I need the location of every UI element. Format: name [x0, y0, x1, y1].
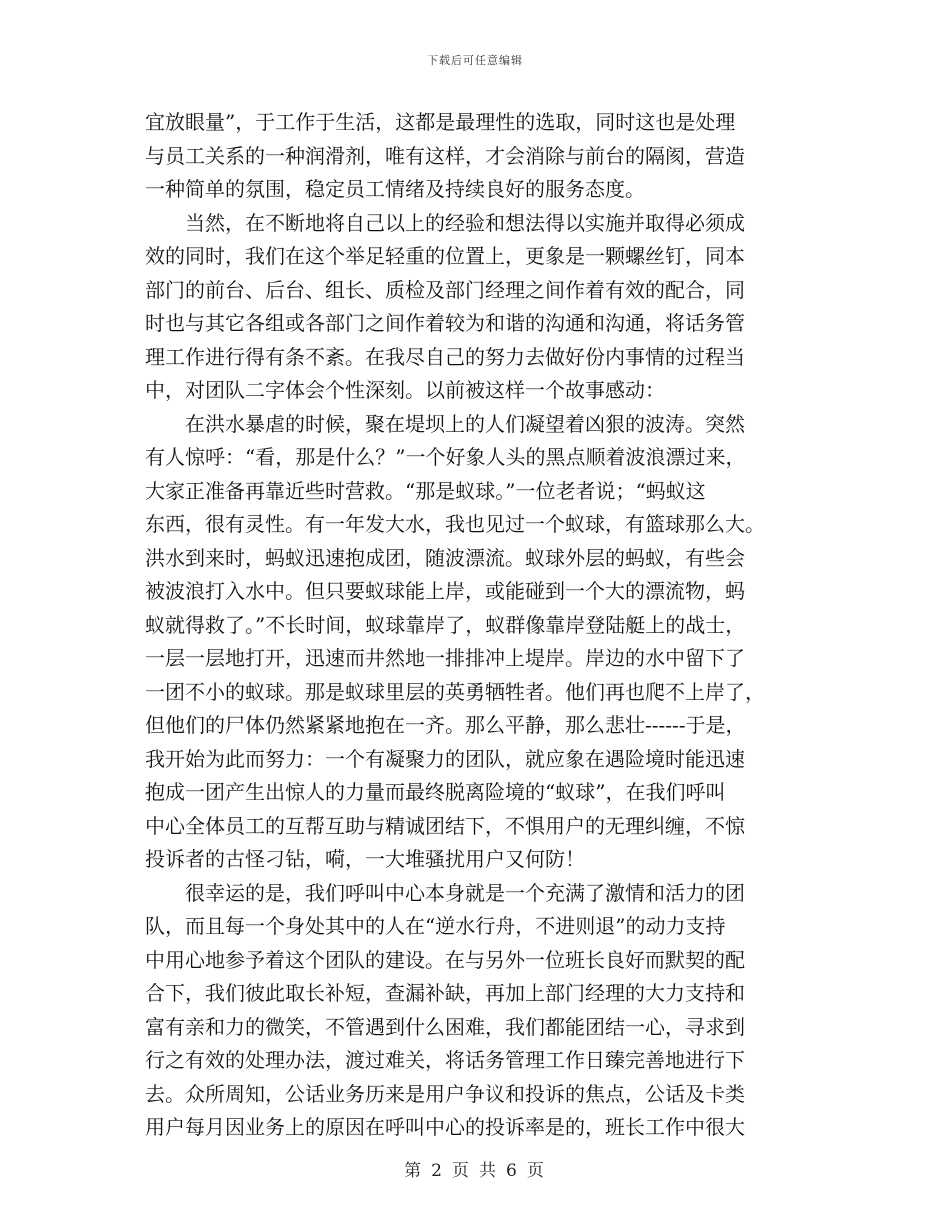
text-line: 东西，很有灵性。有一年发大水，我也见过一个蚁球，有篮球那么大。 — [145, 512, 765, 536]
text-line: 去。众所周知，公话业务历来是用户争议和投诉的焦点，公话及卡类 — [145, 1081, 745, 1106]
text-line: 行之有效的处理办法，渡过难关，将话务管理工作日臻完善地进行下 — [145, 1048, 745, 1072]
text-line: 部门的前台、后台、组长、质检及部门经理之间作着有效的配合，同 — [145, 277, 745, 302]
text-line: 合下，我们彼此取长补短，查漏补缺，再加上部门经理的大力支持和 — [145, 981, 745, 1005]
text-line: 用户每月因业务上的原因在呼叫中心的投诉率是的，班长工作中很大 — [145, 1115, 745, 1139]
text-line: 一团不小的蚁球。那是蚁球里层的英勇牺牲者。他们再也爬不上岸了， — [145, 679, 765, 704]
text-line: 在洪水暴虐的时候，聚在堤坝上的人们凝望着凶狠的波涛。突然 — [145, 411, 745, 436]
text-line: 时也与其它各组或各部门之间作着较为和谐的沟通和沟通，将话务管 — [145, 311, 745, 335]
document-body — [145, 106, 795, 1145]
page-number: 2 — [431, 1161, 444, 1181]
text-line: 队，而且每一个身处其中的人在“逆水行舟，不进则退”的动力支持 — [145, 914, 726, 938]
text-line: 当然，在不断地将自己以上的经验和想法得以实施并取得必须成 — [145, 210, 745, 235]
footer-total-unit: 页 — [526, 1161, 546, 1181]
page-header-note: 下载后可任意编辑 — [427, 54, 523, 67]
text-line: 但他们的尸体仍然紧紧地抱在一齐。那么平静，那么悲壮------于是， — [145, 713, 746, 737]
text-line: 很幸运的是，我们呼叫中心本身就是一个充满了激情和活力的团 — [145, 880, 745, 905]
text-line: 富有亲和力的微笑，不管遇到什么困难，我们都能团结一心，寻求到 — [145, 1014, 745, 1039]
text-line: 洪水到来时，蚂蚁迅速抱成团，随波漂流。蚁球外层的蚂蚁，有些会 — [145, 545, 745, 570]
text-line: 中心全体员工的互帮互助与精诚团结下，不惧用户的无理纠缠，不惊 — [145, 813, 745, 838]
footer-total-prefix: 共 — [479, 1161, 498, 1181]
page-footer — [0, 1156, 950, 1181]
text-line: 宜放眼量”，于工作于生活，这都是最理性的选取，同时这也是处理 — [145, 110, 736, 134]
text-line: 中，对团队二字体会个性深刻。以前被这样一个故事感动： — [145, 378, 665, 402]
footer-prefix: 第 — [404, 1161, 424, 1181]
text-line: 一种简单的氛围，稳定员工情绪及持续良好的服务态度。 — [145, 177, 645, 201]
page-total: 6 — [506, 1161, 519, 1181]
text-line: 有人惊呼：“看，那是什么？”一个好象人头的黑点顺着波浪漂过来， — [145, 445, 746, 469]
text-line: 投诉者的古怪刁钻，嗬，一大堆骚扰用户又何防！ — [145, 847, 585, 871]
text-line: 大家正准备再靠近些时营救。“那是蚁球。”一位老者说；“蚂蚁这 — [145, 478, 706, 503]
footer-page-unit: 页 — [452, 1161, 471, 1181]
text-line: 被波浪打入水中。但只要蚁球能上岸，或能碰到一个大的漂流物，蚂 — [145, 579, 745, 603]
text-line: 一层一层地打开，迅速而井然地一排排冲上堤岸。岸边的水中留下了 — [145, 646, 745, 670]
text-line: 抱成一团产生出惊人的力量而最终脱离险境的“蚁球”，在我们呼叫 — [145, 780, 726, 804]
text-line: 与员工关系的一种润滑剂，唯有这样，才会消除与前台的隔阂，营造 — [145, 143, 745, 168]
text-line: 中用心地参予着这个团队的建设。在与另外一位班长良好而默契的配 — [145, 947, 745, 972]
text-line: 蚁就得救了。”不长时间，蚁球靠岸了，蚁群像靠岸登陆艇上的战士， — [145, 612, 746, 637]
text-line: 理工作进行得有条不紊。在我尽自己的努力去做好份内事情的过程当 — [145, 344, 745, 369]
text-line: 效的同时，我们在这个举足轻重的位置上，更象是一颗螺丝钉，同本 — [145, 244, 745, 268]
text-line: 我开始为此而努力：一个有凝聚力的团队，就应象在遇险境时能迅速 — [145, 746, 745, 771]
